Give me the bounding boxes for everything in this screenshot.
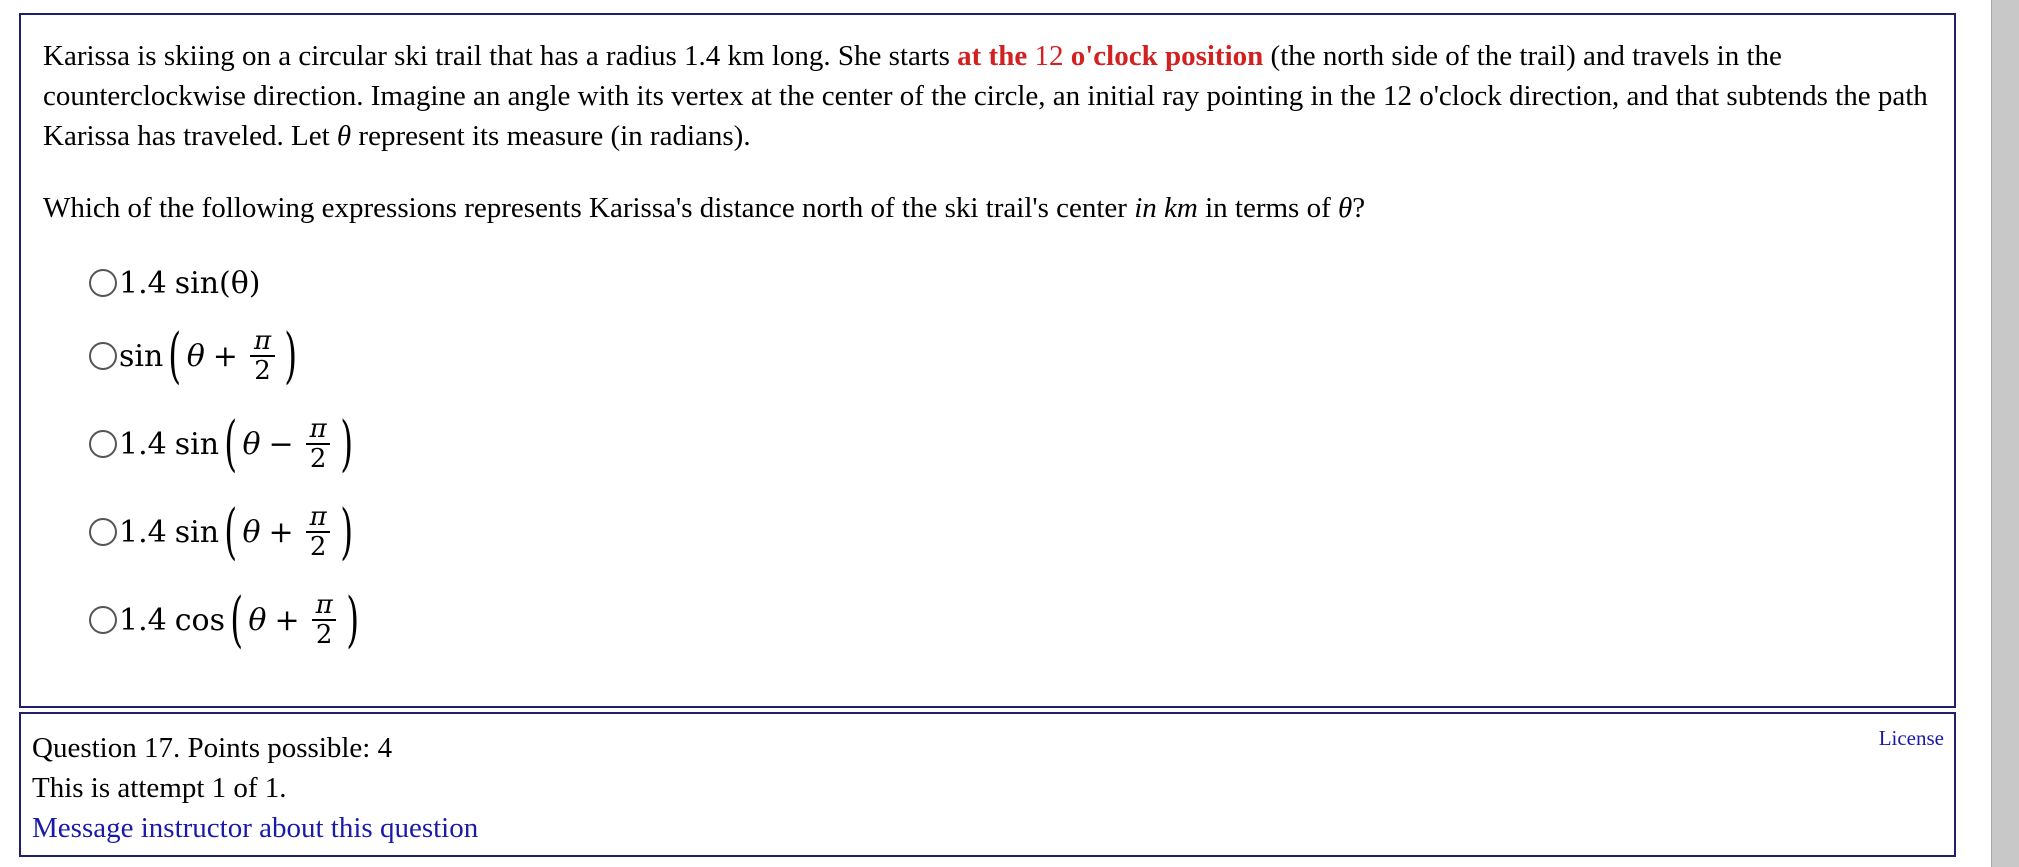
fraction	[312, 591, 337, 649]
left-paren: (	[230, 585, 244, 655]
choice-coefficient: 1.4	[119, 514, 167, 550]
question-prompt	[43, 36, 1932, 156]
ask-text-end: ?	[1352, 192, 1366, 224]
highlight-text-b: o'clock position	[1063, 40, 1264, 72]
prompt-text-start: Karissa is skiing on a circular ski trail that has a radius 1.4 km long. She starts	[43, 40, 958, 72]
fraction-denominator: 2	[306, 531, 331, 561]
fraction	[250, 327, 275, 385]
vertical-scrollbar[interactable]	[1991, 0, 2019, 867]
fraction-denominator: 2	[306, 443, 331, 473]
left-paren: (	[224, 497, 238, 567]
choice-expression	[119, 321, 302, 391]
fraction-numerator: π	[253, 326, 272, 356]
choice-function: sin	[174, 514, 220, 550]
fraction-numerator: π	[315, 590, 333, 620]
ask-text-start: Which of the following expressions represents Karissa's distance north of the ski trail's center	[43, 192, 1135, 224]
choice-expression	[119, 585, 364, 655]
choice-coefficient: 1.4	[119, 602, 167, 638]
right-paren: )	[340, 409, 353, 479]
left-paren: (	[224, 409, 238, 479]
choice-coefficient: 1.4	[119, 265, 167, 301]
ask-text-middle: in terms of	[1197, 192, 1338, 224]
choice-function: sin	[174, 426, 220, 462]
radio-button[interactable]	[89, 269, 117, 297]
fraction-numerator: π	[309, 414, 327, 444]
choice-function: sin	[174, 265, 220, 301]
radio-button[interactable]	[89, 342, 117, 370]
answer-choices	[43, 254, 1932, 664]
choice-coefficient: 1.4	[119, 426, 167, 462]
theta-symbol: θ	[336, 120, 352, 152]
message-instructor-link[interactable]: Message instructor about this question	[32, 812, 479, 844]
choice-theta: θ	[248, 602, 267, 638]
radio-button[interactable]	[89, 430, 117, 458]
radio-button[interactable]	[89, 606, 117, 634]
choice-1[interactable]	[89, 254, 1932, 312]
license-link[interactable]: License	[1878, 726, 1944, 750]
choice-3[interactable]	[89, 400, 1932, 488]
choice-4[interactable]	[89, 488, 1932, 576]
right-paren: )	[345, 585, 359, 655]
fraction-numerator: π	[309, 502, 327, 532]
choice-argument: (θ)	[219, 265, 261, 301]
choice-expression	[119, 266, 261, 301]
choice-operator: −	[268, 426, 294, 462]
choice-theta: θ	[186, 338, 205, 374]
fraction-denominator: 2	[312, 619, 337, 649]
prompt-text-middle: (the north side of the trail) and travels in the counterclockwise direction. Imagine an angle with its vertex at the center of the circle, an initial ray pointing in the 12 o'clock direction, and that subtends the path Karissa has traveled. Let	[43, 40, 1928, 152]
attempt-info: This is attempt 1 of 1.	[32, 772, 287, 804]
fraction	[306, 415, 331, 473]
radio-button[interactable]	[89, 518, 117, 546]
choice-function: cos	[174, 602, 225, 638]
right-paren: )	[284, 321, 298, 391]
question-footer	[19, 712, 1956, 857]
ask-italic-unit: in km	[1134, 192, 1198, 224]
choice-theta: θ	[242, 426, 261, 462]
choice-theta: θ	[242, 514, 261, 550]
left-paren: (	[168, 321, 182, 391]
choice-function: sin	[119, 338, 164, 374]
choice-5[interactable]	[89, 576, 1932, 664]
choice-operator: +	[274, 602, 300, 638]
choice-operator: +	[212, 338, 238, 374]
question-panel	[19, 13, 1956, 708]
choice-expression	[119, 497, 358, 567]
points-possible: Question 17. Points possible: 4	[32, 732, 393, 764]
fraction	[306, 503, 331, 561]
fraction-denominator: 2	[250, 355, 275, 385]
right-paren: )	[340, 497, 353, 567]
prompt-text-end: represent its measure (in radians).	[351, 120, 751, 152]
prompt-highlight	[957, 40, 1263, 72]
highlight-text-a: at the	[957, 40, 1035, 72]
choice-2[interactable]	[89, 312, 1932, 400]
choice-operator: +	[268, 514, 294, 550]
highlight-number: 12	[1034, 40, 1064, 72]
question-ask	[43, 188, 1932, 228]
ask-theta-symbol: θ	[1338, 192, 1353, 224]
choice-expression	[119, 409, 358, 479]
